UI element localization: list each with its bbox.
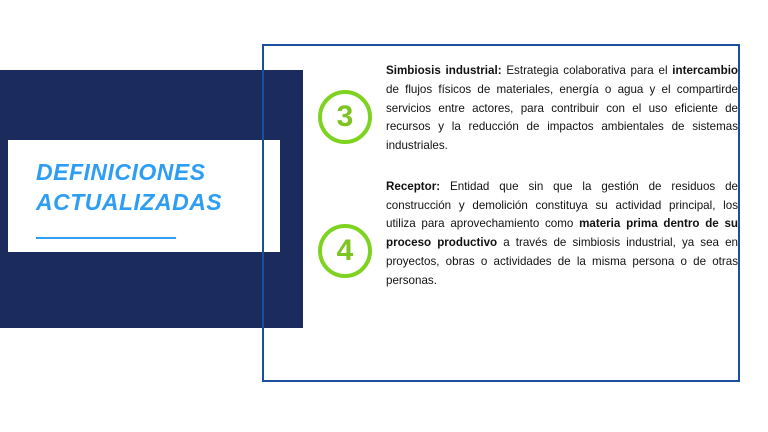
list-item <box>318 62 738 156</box>
page-title <box>36 158 266 218</box>
page-title-line2: ACTUALIZADAS <box>36 188 223 215</box>
definitions-list <box>318 62 738 313</box>
definition-text-3: Simbiosis industrial: Estrategia colaborativa para el intercambio de flujos físicos de materiales, energía o agua y el compartirde servicios entre actores, para contribuir con el uso eficiente de recursos y la reducción de impactos ambientales de sistemas industriales. <box>386 64 738 153</box>
number-badge: 4 <box>318 224 372 278</box>
number-badge: 3 <box>318 90 372 144</box>
title-underline <box>36 237 176 239</box>
definition-text-4: Receptor: Entidad que sin que la gestión de residuos de construcción y demolición constituya su actividad principal, los utiliza para aprovechamiento como materia prima dentro de su proceso productivo a través de simbiosis industrial, ya sea en proyectos, obras o actividades de la misma persona o de otras personas. <box>386 179 738 287</box>
list-item <box>318 178 738 291</box>
title-card <box>8 140 280 252</box>
page-title-line1: DEFINICIONES <box>36 159 206 185</box>
